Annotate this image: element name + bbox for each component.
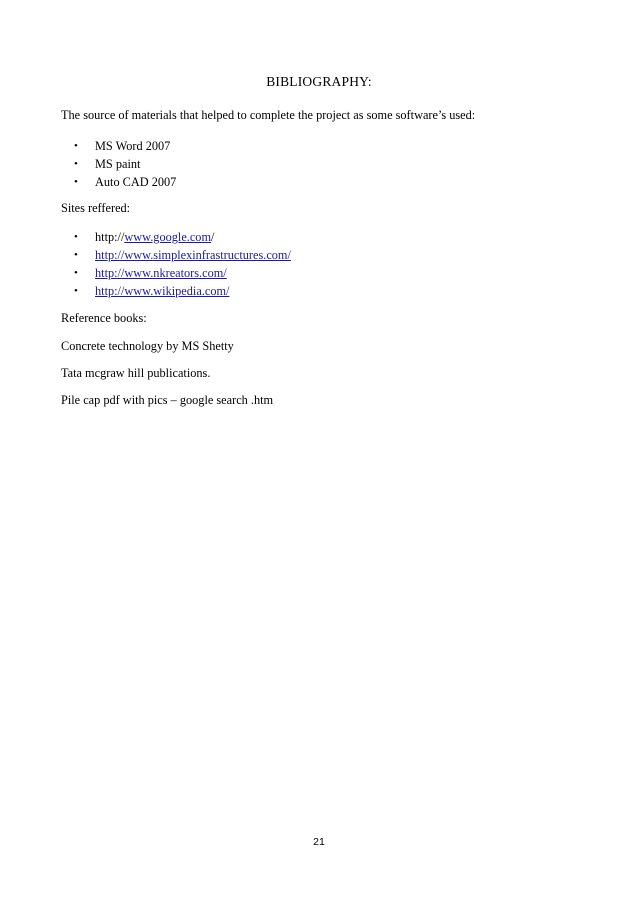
bullet-icon: •: [74, 285, 78, 297]
page-title: BIBLIOGRAPHY:: [266, 74, 372, 89]
site-item: [95, 282, 229, 300]
site-item: [95, 228, 214, 246]
site-item: [95, 246, 291, 264]
software-item: MS paint: [95, 157, 141, 171]
software-item: MS Word 2007: [95, 139, 171, 153]
bullet-icon: •: [74, 158, 78, 170]
sites-heading: Sites reffered:: [61, 201, 131, 215]
bullet-icon: •: [74, 176, 78, 188]
reference-item: Pile cap pdf with pics – google search .htm: [61, 393, 274, 407]
page-number: 21: [313, 836, 325, 848]
site-suffix: /: [211, 230, 215, 244]
bullet-icon: •: [74, 249, 78, 261]
site-link[interactable]: www.google.com: [124, 230, 212, 244]
bullet-icon: •: [74, 267, 78, 279]
bullet-icon: •: [74, 231, 78, 243]
bullet-icon: •: [74, 140, 78, 152]
reference-item: Concrete technology by MS Shetty: [61, 339, 234, 353]
intro-paragraph: The source of materials that helped to complete the project as some software’s used:: [61, 108, 476, 122]
site-link[interactable]: http://www.wikipedia.com/: [95, 284, 230, 298]
site-link[interactable]: http://www.simplexinfrastructures.com/: [95, 248, 291, 262]
site-link[interactable]: http://www.nkreators.com/: [95, 266, 227, 280]
reference-item: Tata mcgraw hill publications.: [61, 366, 211, 380]
books-heading: Reference books:: [61, 311, 147, 325]
site-item: [95, 264, 227, 282]
site-prefix: http://: [95, 230, 125, 244]
software-item: Auto CAD 2007: [95, 175, 177, 189]
